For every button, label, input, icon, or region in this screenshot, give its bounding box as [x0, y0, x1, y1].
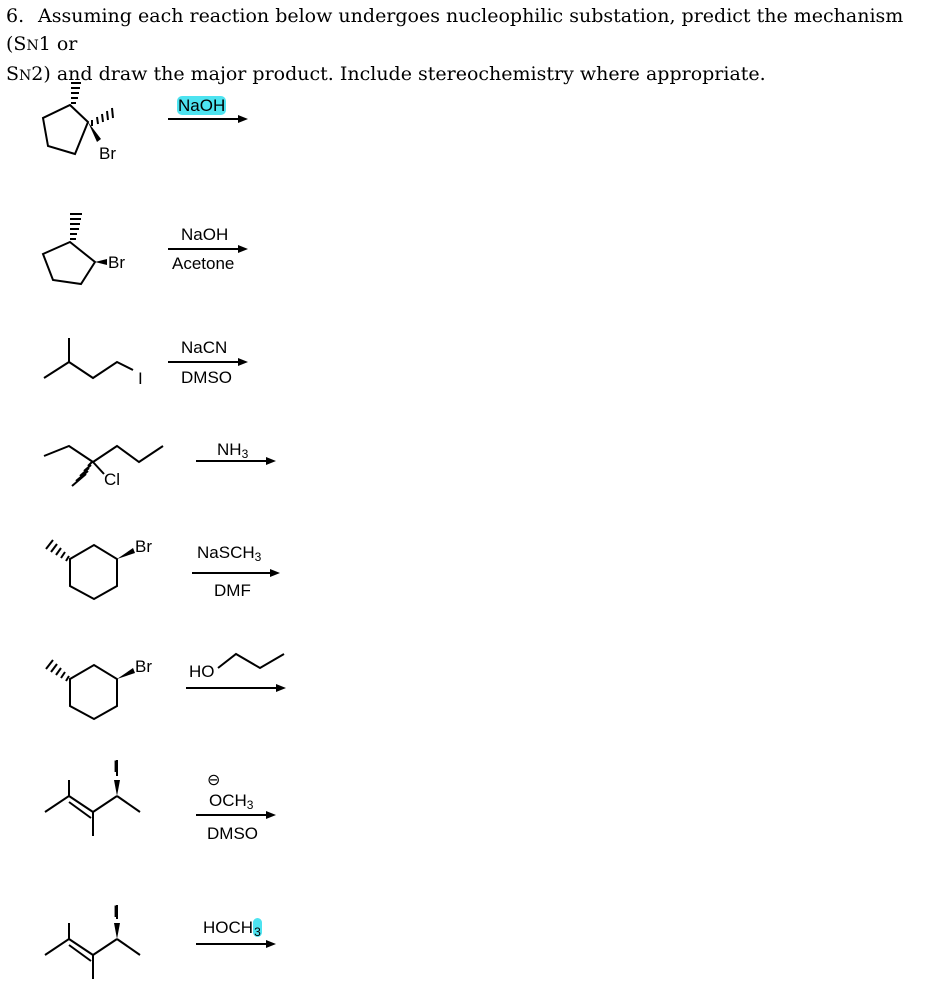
molecule-2 — [43, 214, 107, 284]
reagent-8: $HOCH_3$ — [203, 918, 261, 939]
leaving-group-5: Br — [135, 537, 152, 556]
reagent-2-below: Acetone — [172, 254, 235, 273]
molecule-4 — [44, 446, 163, 462]
reagent-3-below: DMSO — [181, 368, 232, 387]
molecule-6 — [46, 660, 135, 719]
leaving-group-7: I — [113, 757, 118, 776]
leaving-group-2: Br — [108, 253, 125, 272]
reagent-1: NaOH — [178, 96, 226, 115]
leaving-group-8: I — [113, 902, 118, 921]
question-line-1: Assuming each reaction below undergoes nucleophilic substation, predict the mechanism (SN1 or — [6, 5, 904, 55]
molecule-5 — [46, 540, 135, 599]
question-line-2: SN2) and draw the major product. Include stereochemistry where appropriate. — [6, 63, 766, 85]
molecule-8 — [45, 905, 140, 979]
reagent-3-above: NaCN — [181, 338, 228, 357]
leaving-group-6: Br — [135, 657, 152, 676]
reagent-6: HO — [189, 662, 215, 681]
reagent-5-below: DMF — [214, 581, 251, 600]
leaving-group-3: I — [138, 369, 143, 388]
reagent-7-above: $OCH_3$ — [209, 791, 254, 812]
reagent-5-above: NaSCH$_3$ — [197, 543, 262, 564]
reagent-7-below: DMSO — [207, 824, 258, 843]
propanol-chain — [218, 654, 284, 668]
leaving-group-1: Br — [99, 144, 116, 163]
reagent-2-above: NaOH — [181, 225, 229, 244]
reagent-4: $NH_3$ — [217, 440, 249, 461]
charge-symbol: ⊖ — [207, 772, 221, 789]
molecule-7 — [45, 760, 140, 836]
leaving-group-4: Cl — [104, 470, 121, 489]
question-number: 6. — [6, 5, 25, 27]
molecule-3 — [44, 362, 133, 378]
